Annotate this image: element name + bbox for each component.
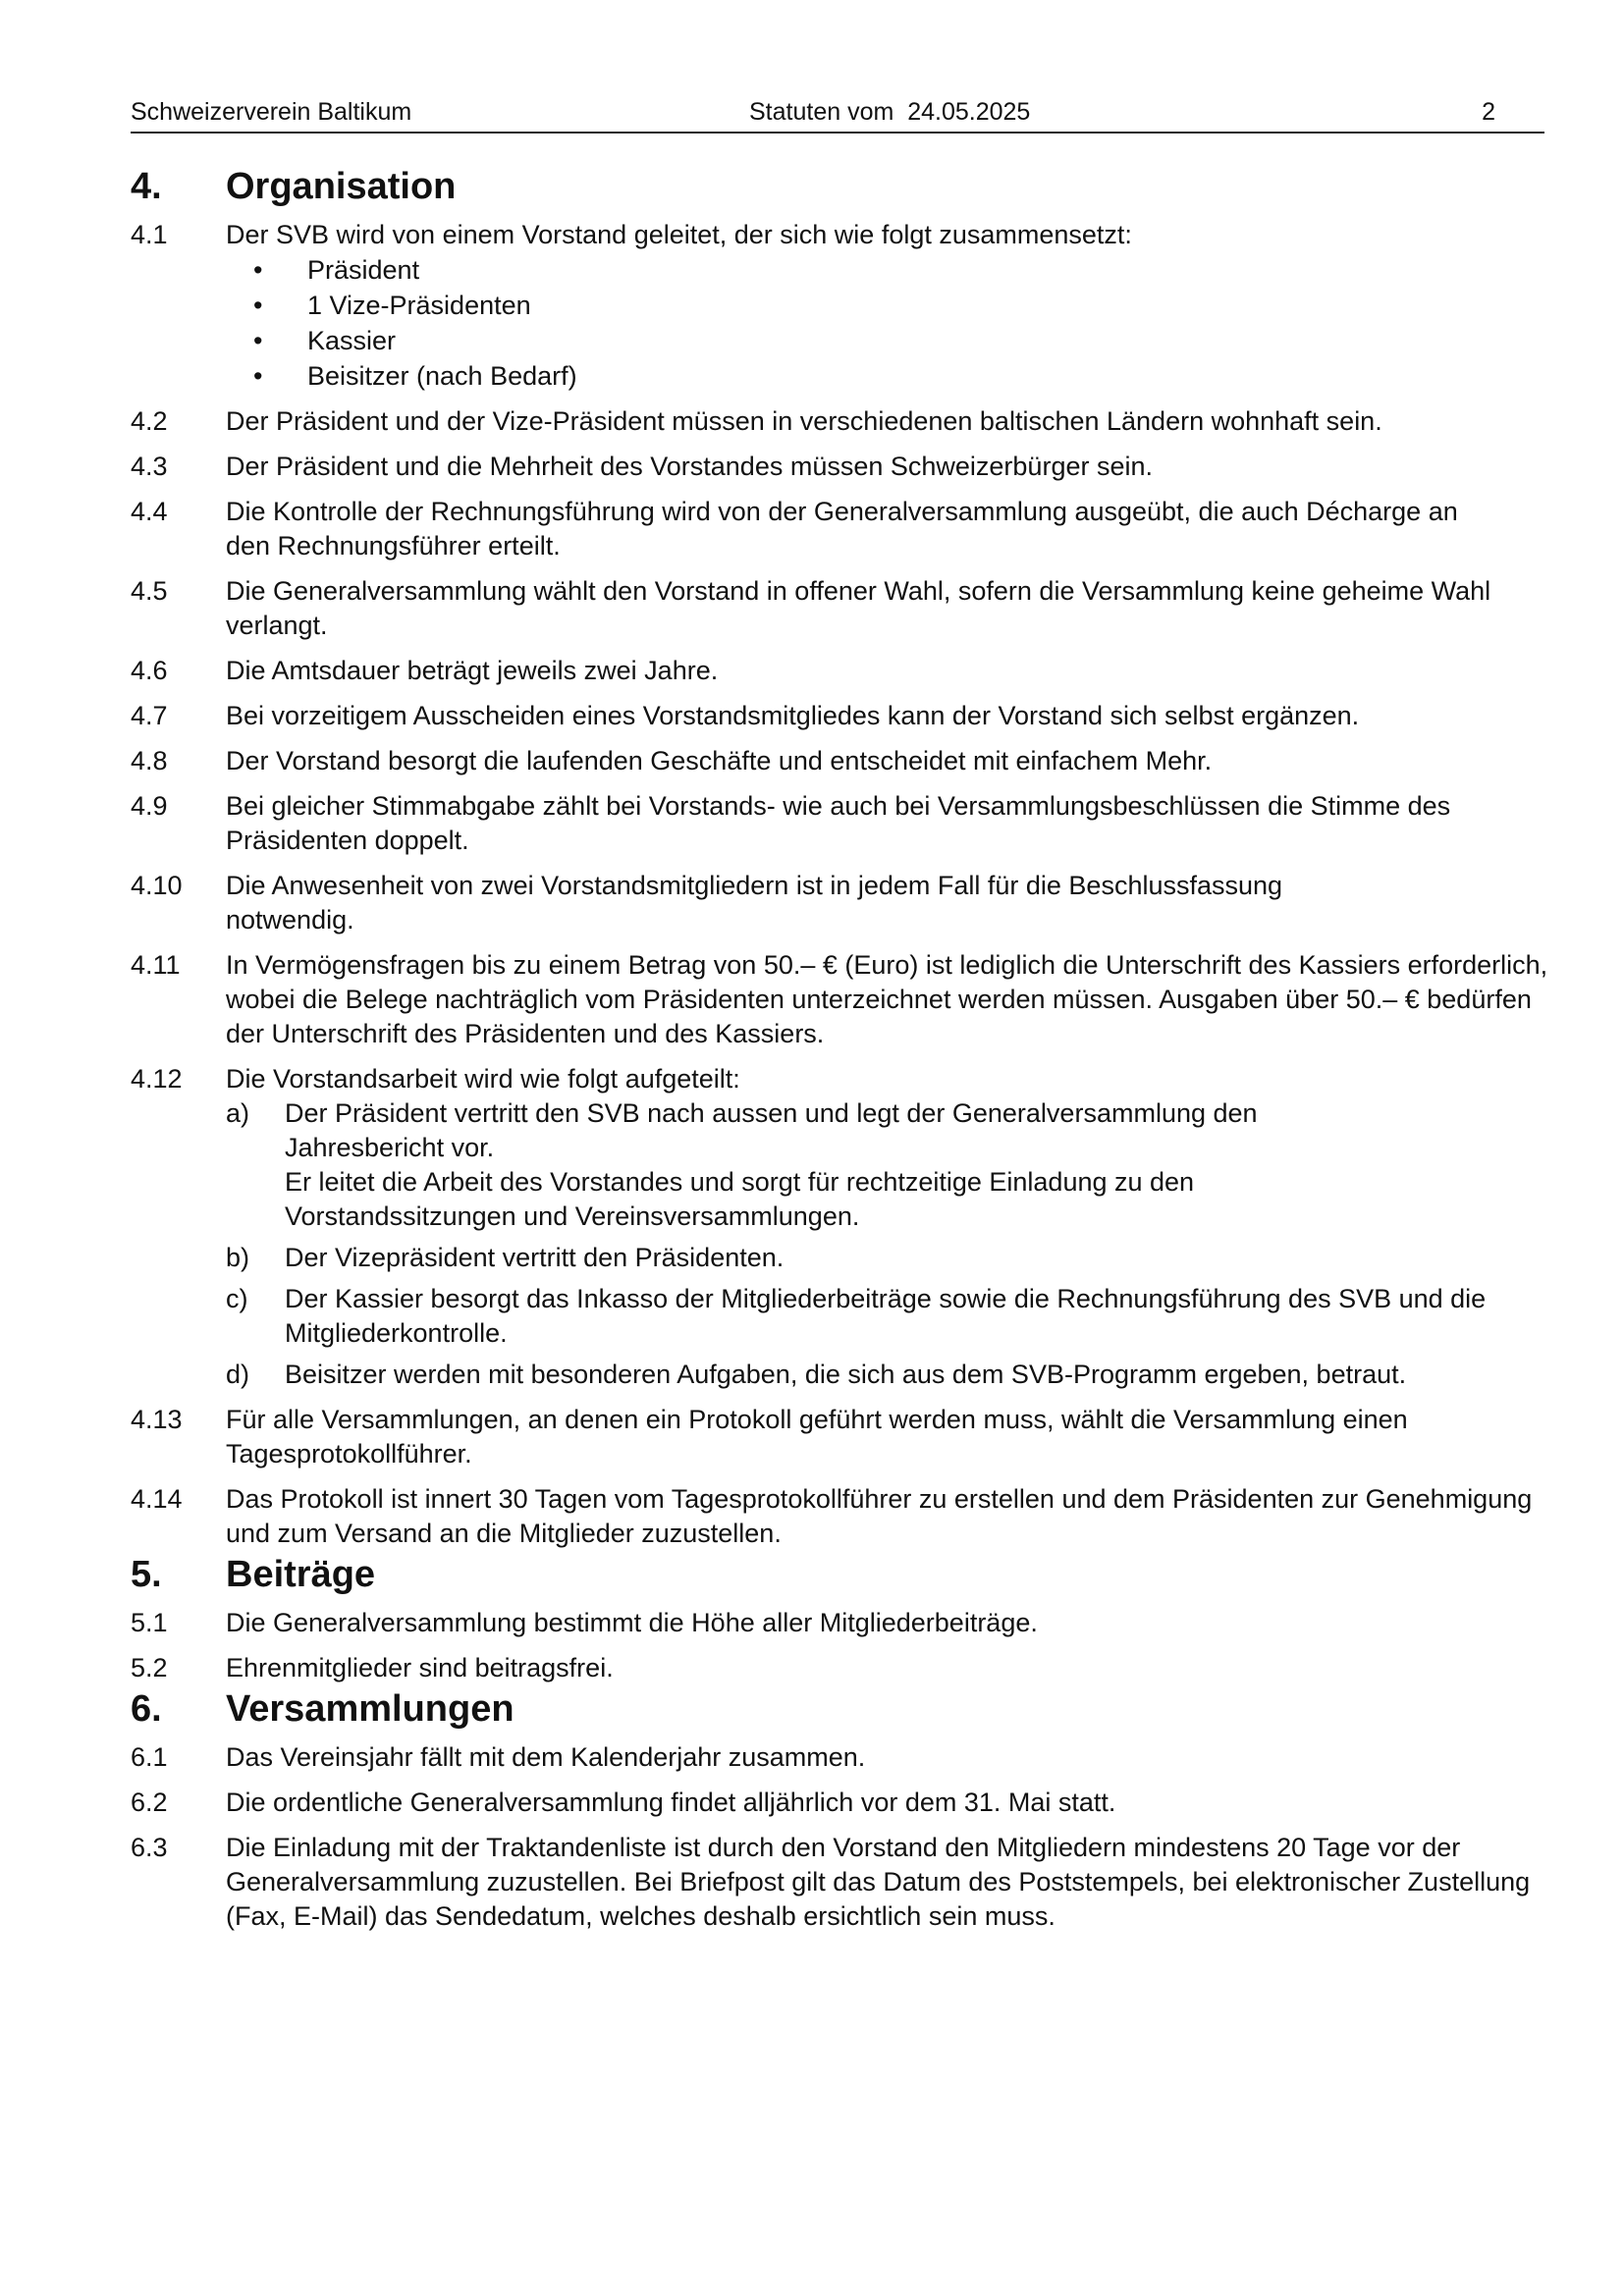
- clause-number: 4.9: [131, 791, 168, 821]
- clause-number: 4.11: [131, 950, 181, 980]
- item-text: Der Vizepräsident vertritt den Präsidenten.: [285, 1243, 785, 1272]
- clause-5-2: [131, 1651, 1584, 1685]
- clause-text: Die ordentliche Generalversammlung findet alljährlich vor dem 31. Mai statt.: [226, 1788, 1116, 1817]
- clause-number: 4.12: [131, 1064, 183, 1094]
- item-text: Der Präsident vertritt den SVB nach aussen und legt der Generalversammlung den Jahresbericht vor.: [285, 1098, 1258, 1162]
- board-members-list: [253, 252, 1584, 394]
- clause-number: 6.2: [131, 1788, 168, 1817]
- clause-number: 4.6: [131, 656, 168, 685]
- clause-text: Die Generalversammlung wählt den Vorstand in offener Wahl, sofern die Versammlung keine geheime Wahl verlangt.: [226, 576, 1491, 640]
- clause-text: Die Einladung mit der Traktandenliste ist durch den Vorstand den Mitgliedern mindestens 20 Tage vor der Generalversammlung zuzustellen. Bei Briefpost gilt das Datum des Poststempels, bei elektronischer Zustellung (Fax, E-Mail) das Sendedatum, welches deshalb ersichtlich sein muss.: [226, 1833, 1531, 1931]
- section-number: 6.: [131, 1688, 162, 1730]
- clause-text: Für alle Versammlungen, an denen ein Protokoll geführt werden muss, wählt die Versammlung einen Tagesprotokollführer.: [226, 1405, 1408, 1468]
- page-header: [131, 96, 1544, 133]
- section-number: 5.: [131, 1554, 162, 1595]
- clause-text: Die Generalversammlung bestimmt die Höhe aller Mitgliederbeiträge.: [226, 1608, 1038, 1637]
- clause-number: 4.1: [131, 220, 168, 249]
- item-letter: c): [226, 1284, 248, 1313]
- clause-number: 4.8: [131, 746, 168, 775]
- item-text-continued: Er leitet die Arbeit des Vorstandes und sorgt für rechtzeitige Einladung zu den Vorstandssitzungen und Vereinsversammlungen.: [285, 1167, 1195, 1231]
- clause-number: 4.3: [131, 452, 168, 481]
- list-item: [226, 1096, 1584, 1234]
- header-organization: Schweizerverein Baltikum: [131, 98, 412, 126]
- clause-4-1: [131, 218, 1584, 394]
- clause-6-2: [131, 1786, 1584, 1820]
- clause-4-5: [131, 574, 1584, 643]
- duties-list: [226, 1096, 1584, 1392]
- list-item: • 1 Vize-Präsidenten: [253, 288, 1584, 323]
- section-title: Beiträge: [226, 1554, 376, 1595]
- clause-number: 4.14: [131, 1484, 183, 1514]
- clause-4-11: [131, 948, 1584, 1051]
- clause-text: Ehrenmitglieder sind beitragsfrei.: [226, 1653, 614, 1682]
- clause-text: Der Präsident und der Vize-Präsident müssen in verschiedenen baltischen Ländern wohnhaft sein.: [226, 406, 1382, 436]
- bullet-icon: •: [253, 255, 263, 285]
- clause-6-1: [131, 1740, 1584, 1775]
- item-letter: a): [226, 1098, 250, 1128]
- section-heading-beitraege: [131, 1551, 1584, 1598]
- item-letter: b): [226, 1243, 250, 1272]
- list-item: • Beisitzer (nach Bedarf): [253, 358, 1584, 394]
- clause-text: Der Vorstand besorgt die laufenden Geschäfte und entscheidet mit einfachem Mehr.: [226, 746, 1213, 775]
- clause-number: 6.1: [131, 1742, 168, 1772]
- header-document-title: Statuten vom 24.05.2025: [749, 98, 1031, 126]
- clause-number: 4.7: [131, 701, 168, 730]
- section-title: Organisation: [226, 166, 457, 207]
- clause-number: 4.5: [131, 576, 168, 606]
- section-heading-organisation: [131, 163, 1584, 210]
- list-item: [226, 1241, 1584, 1275]
- bullet-icon: •: [253, 326, 263, 355]
- clause-text: Die Kontrolle der Rechnungsführung wird von der Generalversammlung ausgeübt, die auch Décharge an den Rechnungsführer erteilt.: [226, 497, 1458, 561]
- clause-4-6: [131, 654, 1584, 688]
- clause-4-9: [131, 789, 1584, 858]
- clause-text: In Vermögensfragen bis zu einem Betrag von 50.– € (Euro) ist lediglich die Unterschrift des Kassiers erforderlich, wobei die Belege nachträglich vom Präsidenten unterzeichnet werden müssen. Ausgaben über 50.– € bedürfen der Unterschrift des Präsidenten und des Kassiers.: [226, 950, 1548, 1048]
- clause-4-7: [131, 699, 1584, 733]
- document-body: [131, 163, 1584, 1934]
- clause-4-2: [131, 404, 1584, 439]
- section-number: 4.: [131, 166, 162, 207]
- item-text: Beisitzer werden mit besonderen Aufgaben, die sich aus dem SVB-Programm ergeben, betraut.: [285, 1360, 1407, 1389]
- item-letter: d): [226, 1360, 250, 1389]
- clause-number: 5.1: [131, 1608, 168, 1637]
- clause-4-10: [131, 869, 1584, 937]
- list-item: • Präsident: [253, 252, 1584, 288]
- clause-text: Das Protokoll ist innert 30 Tagen vom Tagesprotokollführer zu erstellen und dem Präsidenten zur Genehmigung und zum Versand an die Mitglieder zuzustellen.: [226, 1484, 1533, 1548]
- clause-number: 4.10: [131, 871, 183, 900]
- clause-number: 4.2: [131, 406, 168, 436]
- clause-number: 4.13: [131, 1405, 183, 1434]
- clause-text: Die Anwesenheit von zwei Vorstandsmitgliedern ist in jedem Fall für die Beschlussfassung notwendig.: [226, 871, 1283, 934]
- list-item: • Kassier: [253, 323, 1584, 358]
- clause-6-3: [131, 1831, 1584, 1934]
- clause-text: Bei vorzeitigem Ausscheiden eines Vorstandsmitgliedes kann der Vorstand sich selbst ergänzen.: [226, 701, 1360, 730]
- clause-text: Bei gleicher Stimmabgabe zählt bei Vorstands- wie auch bei Versammlungsbeschlüssen die Stimme des Präsidenten doppelt.: [226, 791, 1451, 855]
- item-text: Der Kassier besorgt das Inkasso der Mitgliederbeiträge sowie die Rechnungsführung des SVB und die Mitgliederkontrolle.: [285, 1284, 1487, 1348]
- clause-text: Die Vorstandsarbeit wird wie folgt aufgeteilt:: [226, 1064, 740, 1094]
- clause-number: 6.3: [131, 1833, 168, 1862]
- clause-text: Der SVB wird von einem Vorstand geleitet, der sich wie folgt zusammensetzt:: [226, 220, 1132, 249]
- clause-4-13: [131, 1403, 1584, 1471]
- list-item: [226, 1358, 1584, 1392]
- clause-number: 4.4: [131, 497, 168, 526]
- bullet-icon: •: [253, 291, 263, 320]
- clause-text: Das Vereinsjahr fällt mit dem Kalenderjahr zusammen.: [226, 1742, 866, 1772]
- page-number: 2: [1482, 98, 1495, 126]
- bullet-icon: •: [253, 361, 263, 391]
- clause-4-4: [131, 495, 1584, 563]
- list-item: [226, 1282, 1584, 1351]
- clause-4-12: [131, 1062, 1584, 1392]
- clause-text: Die Amtsdauer beträgt jeweils zwei Jahre.: [226, 656, 719, 685]
- clause-4-14: [131, 1482, 1584, 1551]
- clause-number: 5.2: [131, 1653, 168, 1682]
- clause-text: Der Präsident und die Mehrheit des Vorstandes müssen Schweizerbürger sein.: [226, 452, 1153, 481]
- section-title: Versammlungen: [226, 1688, 514, 1730]
- clause-4-8: [131, 744, 1584, 778]
- clause-5-1: [131, 1606, 1584, 1640]
- clause-4-3: [131, 450, 1584, 484]
- section-heading-versammlungen: [131, 1685, 1584, 1733]
